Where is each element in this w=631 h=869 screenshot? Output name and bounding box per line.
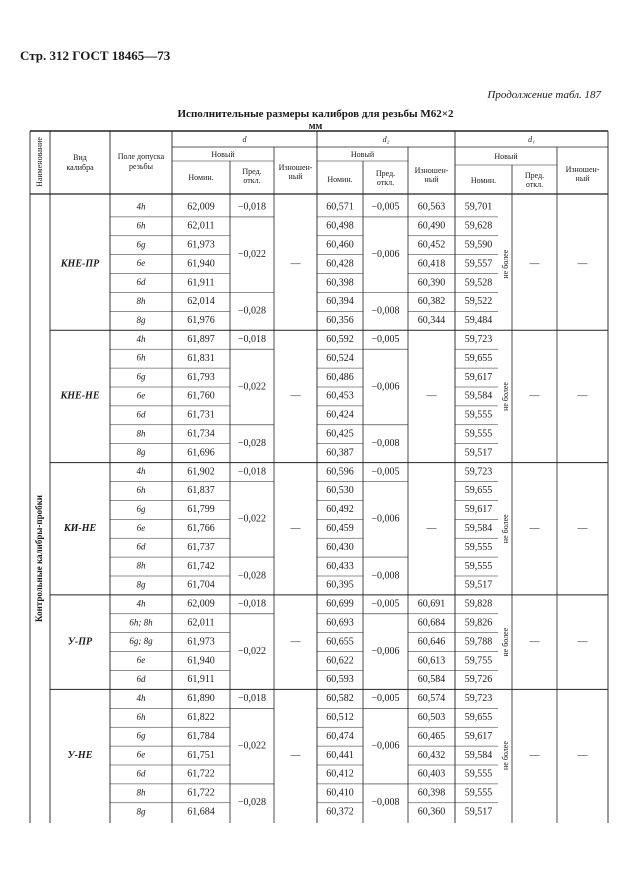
d1-worn-dash: — [577,523,588,535]
d-worn-dash: — [290,390,301,402]
header-worn-d2: ный [424,174,439,184]
d2-nominal-cell: 60,524 [326,352,354,364]
header-name: Наименование [34,137,44,187]
d-nominal-cell: 61,897 [187,334,215,346]
d1-deviation-dash: — [529,258,540,270]
d1-nominal-cell: 59,528 [464,277,493,289]
tolerance-cell: 8g [136,314,146,325]
d1-nominal-cell: 59,655 [464,712,493,724]
d-nominal-cell: 61,684 [187,806,215,818]
not-more-label: не более [500,514,510,544]
tolerance-cell: 6h; 8h [129,617,153,628]
d2-nominal-cell: 60,596 [326,466,354,478]
d1-nominal-cell: 59,826 [464,617,493,629]
d-nominal-cell: 61,799 [187,504,215,516]
d1-nominal-cell: 59,723 [464,466,493,478]
d1-nominal-cell: 59,828 [464,598,493,610]
d2-worn-dash: — [426,523,437,535]
d2-nominal-cell: 60,372 [326,806,354,818]
d-nominal-cell: 61,976 [187,315,215,327]
tolerance-cell: 6e [136,655,146,666]
d-nominal-cell: 61,940 [187,258,215,270]
d2-worn-cell: 60,403 [417,768,446,780]
group-name: КНЕ-НЕ [60,390,100,402]
header-worn-d: ный [288,171,303,181]
d-nominal-cell: 62,011 [187,617,215,629]
tolerance-cell: 8g [136,579,146,590]
d-deviation-cell: −0,022 [237,513,267,525]
d2-nominal-cell: 60,433 [326,560,354,572]
group-name: КИ-НЕ [63,523,97,535]
d1-nominal-cell: 59,484 [464,315,493,327]
d2-worn-cell: 60,646 [417,636,446,648]
d2-deviation-cell: −0,006 [371,645,400,657]
tolerance-cell: 6h [136,352,146,363]
d2-deviation-cell: −0,008 [371,797,400,809]
d2-nominal-cell: 60,582 [326,693,354,705]
header-d1: d₁ [528,134,535,144]
d2-deviation-cell: −0,006 [371,381,400,393]
d1-nominal-cell: 59,655 [464,352,493,364]
d2-deviation-cell: −0,005 [371,201,400,213]
d-nominal-cell: 61,902 [187,466,215,478]
page-header: Стр. 312 ГОСТ 18465—73 [20,48,171,63]
d1-deviation-dash: — [529,523,540,535]
d1-nominal-cell: 59,617 [464,371,493,383]
d-deviation-cell: −0,022 [237,645,267,657]
d-nominal-cell: 61,911 [187,277,215,289]
d2-deviation-cell: −0,008 [371,437,400,449]
d2-worn-cell: 60,432 [417,749,446,761]
d-nominal-cell: 61,766 [187,523,215,535]
group-name: КНЕ-ПР [60,258,100,270]
header-new-d: Новый [211,149,235,159]
d2-worn-dash: — [426,390,437,402]
d2-nominal-cell: 60,699 [326,598,354,610]
d-nominal-cell: 62,009 [187,598,215,610]
d2-deviation-cell: −0,005 [371,598,400,610]
d2-worn-cell: 60,691 [417,598,446,610]
d1-nominal-cell: 59,522 [464,296,493,308]
d1-nominal-cell: 59,701 [464,201,493,213]
d2-nominal-cell: 60,425 [326,428,354,440]
d2-worn-cell: 60,418 [417,258,446,270]
tolerance-cell: 8g [136,447,146,458]
tolerance-cell: 6g [136,371,146,382]
d-worn-dash: — [290,749,301,761]
d2-worn-cell: 60,452 [417,239,446,251]
d1-nominal-cell: 59,557 [464,258,493,270]
header-new-d2: Новый [350,149,375,159]
d-deviation-cell: −0,018 [237,598,267,610]
d1-nominal-cell: 59,584 [464,390,493,402]
tolerance-cell: 8g [136,806,146,817]
d1-nominal-cell: 59,555 [464,787,493,799]
d2-worn-cell: 60,390 [417,277,446,289]
d1-nominal-cell: 59,517 [464,579,493,591]
header-nominal-d2: Номин. [327,174,353,184]
d-nominal-cell: 61,837 [187,485,215,497]
d2-nominal-cell: 60,459 [326,523,354,535]
d1-nominal-cell: 59,555 [464,428,493,440]
d2-worn-cell: 60,613 [417,655,446,667]
header-worn-d1: ный [575,173,590,183]
header-tolerance: резьбы [129,161,153,171]
d2-deviation-cell: −0,008 [371,305,400,317]
d-worn-dash: — [290,523,301,535]
d1-deviation-dash: — [529,390,540,402]
header-worn-d1: Изношен- [565,164,600,174]
tolerance-cell: 6e [136,749,146,760]
header-tolerance: Поле допуска [117,151,165,161]
d2-worn-cell: 60,490 [417,220,446,232]
d2-nominal-cell: 60,512 [326,712,354,724]
tolerance-cell: 6e [136,522,146,533]
d2-nominal-cell: 60,398 [326,277,354,289]
header-dev-d2: откл. [376,177,395,187]
d-worn-dash: — [290,636,301,648]
tolerance-cell: 4h [136,466,146,477]
d-nominal-cell: 62,011 [187,220,215,232]
continuation-label: Продолжение табл. 187 [487,89,601,101]
d1-nominal-cell: 59,584 [464,749,493,761]
d2-nominal-cell: 60,453 [326,390,354,402]
header-dev-d1: Пред. [524,170,545,180]
d2-worn-cell: 60,563 [417,201,446,213]
not-more-label: не более [500,249,510,279]
d2-deviation-cell: −0,008 [371,570,400,582]
tolerance-cell: 6e [136,258,146,269]
d-nominal-cell: 61,784 [187,730,215,742]
tolerance-cell: 6d [136,768,146,779]
d2-nominal-cell: 60,571 [326,201,354,213]
header-worn-d2: Изношен- [414,165,449,175]
d2-nominal-cell: 60,655 [326,636,354,648]
d1-nominal-cell: 59,788 [464,636,493,648]
tolerance-cell: 6d [136,541,146,552]
group-name: У-НЕ [67,749,93,761]
d1-nominal-cell: 59,617 [464,504,493,516]
tolerance-cell: 6h [136,485,146,496]
tolerance-cell: 6g; 8g [129,636,153,647]
d2-worn-cell: 60,344 [417,315,446,327]
d-nominal-cell: 61,890 [187,693,215,705]
d1-nominal-cell: 59,617 [464,730,493,742]
d2-nominal-cell: 60,486 [326,371,354,383]
d1-nominal-cell: 59,726 [464,674,493,686]
d1-nominal-cell: 59,584 [464,523,493,535]
d2-nominal-cell: 60,474 [326,730,354,742]
d-deviation-cell: −0,018 [237,201,267,213]
d1-nominal-cell: 59,655 [464,485,493,497]
tolerance-cell: 4h [136,692,146,703]
d1-worn-dash: — [577,258,588,270]
tolerance-cell: 6h [136,220,146,231]
d-deviation-cell: −0,028 [237,797,267,809]
d-nominal-cell: 61,822 [187,712,215,724]
d1-nominal-cell: 59,555 [464,768,493,780]
header-dev-d: Пред. [242,166,262,176]
table-unit: мм [308,121,323,132]
d-nominal-cell: 61,911 [187,674,215,686]
header-kind: Вид [73,152,87,162]
d2-worn-cell: 60,382 [417,296,446,308]
d-nominal-cell: 61,940 [187,655,215,667]
d2-nominal-cell: 60,410 [326,787,354,799]
d2-worn-cell: 60,398 [417,787,446,799]
tolerance-cell: 6g [136,239,146,250]
d2-nominal-cell: 60,622 [326,655,354,667]
tolerance-cell: 6e [136,390,146,401]
d2-worn-cell: 60,574 [417,693,446,705]
d2-nominal-cell: 60,424 [326,409,354,421]
d1-nominal-cell: 59,628 [464,220,493,232]
d-nominal-cell: 61,722 [187,768,215,780]
d1-nominal-cell: 59,555 [464,560,493,572]
header-new-d1: Новый [494,151,518,161]
d-nominal-cell: 61,722 [187,787,215,799]
d2-nominal-cell: 60,593 [326,674,354,686]
d1-nominal-cell: 59,555 [464,409,493,421]
d2-deviation-cell: −0,005 [371,334,400,346]
d2-nominal-cell: 60,428 [326,258,354,270]
d2-nominal-cell: 60,387 [326,447,354,459]
side-label: Контрольные калибры-пробки [34,495,45,622]
d2-deviation-cell: −0,006 [371,248,400,260]
header-dev-d1: откл. [525,179,544,189]
d1-nominal-cell: 59,723 [464,334,493,346]
d1-nominal-cell: 59,590 [464,239,493,251]
d-nominal-cell: 61,973 [187,239,215,251]
tolerance-cell: 6g [136,503,146,514]
d2-nominal-cell: 60,492 [326,504,354,516]
d-deviation-cell: −0,022 [237,381,267,393]
tolerance-cell: 6d [136,674,146,685]
d-nominal-cell: 61,973 [187,636,215,648]
table-title: Исполнительные размеры калибров для резьбы М62×2 [177,108,454,120]
tolerance-cell: 8h [136,560,146,571]
header-nominal-d1: Номин. [470,175,497,185]
d2-nominal-cell: 60,395 [326,579,354,591]
d-nominal-cell: 61,831 [187,352,215,364]
d-deviation-cell: −0,028 [237,570,267,582]
tolerance-cell: 8h [136,787,146,798]
tolerance-cell: 6h [136,711,146,722]
d1-worn-dash: — [577,390,588,402]
d2-nominal-cell: 60,530 [326,485,354,497]
not-more-label: не более [500,741,510,770]
tolerance-cell: 6g [136,730,146,741]
d-nominal-cell: 61,731 [187,409,215,421]
d-deviation-cell: −0,018 [237,334,267,346]
d-nominal-cell: 61,760 [187,390,215,402]
d2-deviation-cell: −0,005 [371,466,400,478]
d2-deviation-cell: −0,006 [371,513,400,525]
d-nominal-cell: 62,014 [187,296,215,308]
group-name: У-ПР [67,636,93,648]
d2-nominal-cell: 60,394 [326,296,354,308]
d-nominal-cell: 61,742 [187,560,215,572]
d-deviation-cell: −0,022 [237,248,267,260]
header-d: d [242,134,247,144]
d1-nominal-cell: 59,517 [464,806,493,818]
d-nominal-cell: 61,696 [187,447,215,459]
d1-worn-dash: — [577,749,588,761]
tolerance-cell: 4h [136,598,146,609]
d2-nominal-cell: 60,693 [326,617,354,629]
header-nominal-d: Номин. [188,172,214,182]
header-d2: d₂ [382,134,390,144]
d2-nominal-cell: 60,356 [326,315,354,327]
d2-worn-cell: 60,503 [417,712,446,724]
header-dev-d: откл. [243,175,261,185]
header-dev-d2: Пред. [375,168,396,178]
d2-nominal-cell: 60,460 [326,239,354,251]
d2-nominal-cell: 60,592 [326,334,354,346]
d-worn-dash: — [290,258,301,270]
d-nominal-cell: 61,793 [187,371,215,383]
not-more-label: не более [500,382,510,411]
not-more-label: не более [500,627,510,657]
d-nominal-cell: 61,734 [187,428,215,440]
d2-deviation-cell: −0,006 [371,740,400,752]
header-kind: калибра [66,162,94,172]
d1-deviation-dash: — [529,636,540,648]
d1-nominal-cell: 59,723 [464,693,493,705]
tolerance-cell: 4h [136,201,146,212]
d2-nominal-cell: 60,498 [326,220,354,232]
d-deviation-cell: −0,028 [237,437,267,449]
d2-deviation-cell: −0,005 [371,693,400,705]
d-nominal-cell: 61,704 [187,579,215,591]
d2-nominal-cell: 60,441 [326,749,354,761]
d2-worn-cell: 60,684 [417,617,446,629]
d2-worn-cell: 60,465 [417,730,446,742]
d1-deviation-dash: — [529,749,540,761]
d-deviation-cell: −0,018 [237,466,267,478]
tolerance-cell: 6d [136,277,146,288]
tolerance-cell: 6d [136,409,146,420]
d-nominal-cell: 61,751 [187,749,215,761]
d-deviation-cell: −0,022 [237,740,267,752]
tolerance-cell: 8h [136,428,146,439]
d-deviation-cell: −0,028 [237,305,267,317]
d2-nominal-cell: 60,412 [326,768,354,780]
d2-nominal-cell: 60,430 [326,541,354,553]
d-nominal-cell: 61,737 [187,541,215,553]
d1-nominal-cell: 59,517 [464,447,493,459]
tolerance-cell: 4h [136,333,146,344]
d-nominal-cell: 62,009 [187,201,215,213]
tolerance-cell: 8h [136,296,146,307]
d2-worn-cell: 60,584 [417,674,446,686]
d1-nominal-cell: 59,555 [464,541,493,553]
header-worn-d: Изношен- [278,162,313,172]
d2-worn-cell: 60,360 [417,806,446,818]
d1-worn-dash: — [577,636,588,648]
d1-nominal-cell: 59,755 [464,655,493,667]
d-deviation-cell: −0,018 [237,693,267,705]
